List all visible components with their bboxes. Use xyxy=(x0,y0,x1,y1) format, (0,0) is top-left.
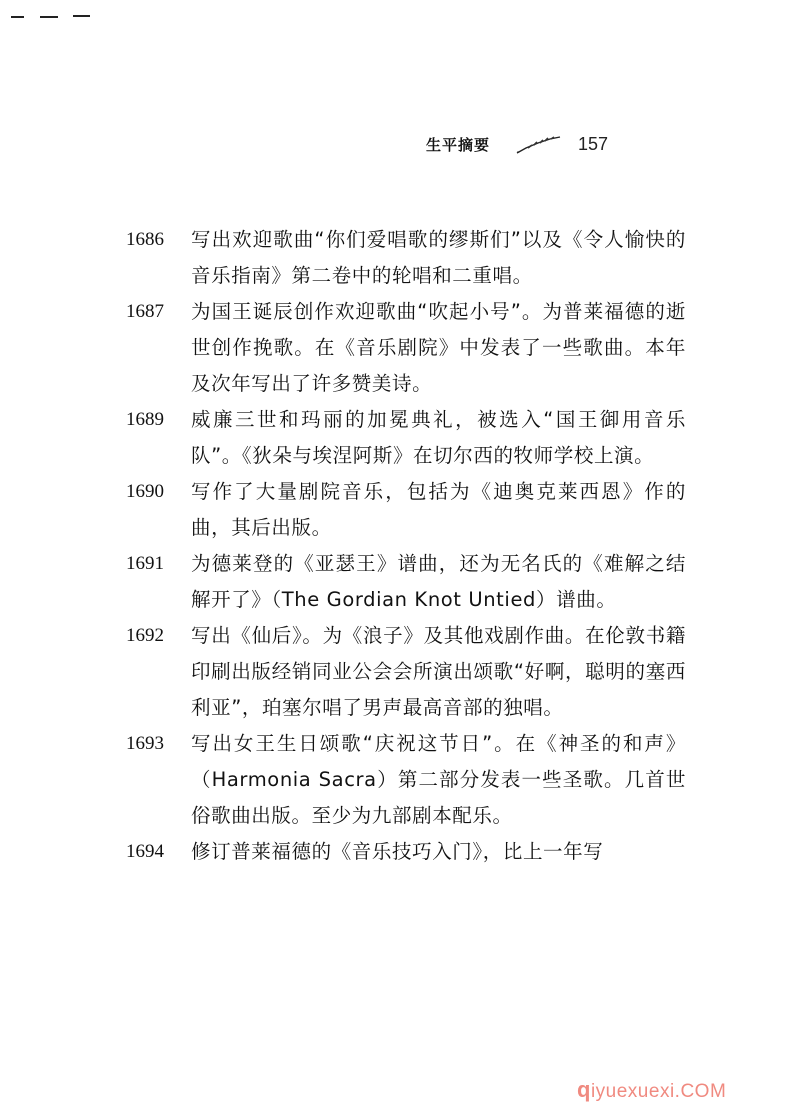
entry-year: 1693 xyxy=(126,733,164,754)
entry-text: 为国王诞辰创作欢迎歌曲“吹起小号”。为普莱福德的逝世创作挽歌。在《音乐剧院》中发表了一些歌曲。本年及次年写出了许多赞美诗。 xyxy=(191,300,686,395)
chronology-entry xyxy=(0,726,794,834)
watermark-logo-letter: q xyxy=(577,1077,591,1102)
chronology-list xyxy=(0,222,794,870)
top-dash-3 xyxy=(73,15,90,17)
chronology-entry xyxy=(0,834,794,870)
entry-year: 1694 xyxy=(126,841,164,862)
entry-year: 1689 xyxy=(126,409,164,430)
entry-text: 写出《仙后》。为《浪子》及其他戏剧作曲。在伦敦书籍印刷出版经销同业公会会所演出颂歌“好啊，聪明的塞西利亚”，珀塞尔唱了男声最高音部的独唱。 xyxy=(191,624,686,719)
top-dash-2 xyxy=(40,16,58,18)
chronology-entry xyxy=(0,222,794,294)
watermark-text: iyuexuexi.COM xyxy=(590,1081,727,1102)
entry-year: 1692 xyxy=(126,625,164,646)
entry-year: 1690 xyxy=(126,481,164,502)
entry-year: 1686 xyxy=(126,229,164,250)
chronology-entry xyxy=(0,546,794,618)
chapter-title: 生平摘要 xyxy=(426,136,491,154)
chronology-entry xyxy=(0,402,794,474)
entry-text: 写出女王生日颂歌“庆祝这节日”。在《神圣的和声》（Harmonia Sacra）第二部分发表一些圣歌。几首世俗歌曲出版。至少为九部剧本配乐。 xyxy=(191,732,686,827)
chronology-entry xyxy=(0,294,794,402)
running-header xyxy=(426,134,608,155)
entry-text: 写作了大量剧院音乐，包括为《迪奥克莱西恩》作的曲，其后出版。 xyxy=(191,480,686,539)
chronology-entry xyxy=(0,474,794,546)
entry-text: 威廉三世和玛丽的加冕典礼，被选入“国王御用音乐队”。《狄朵与埃涅阿斯》在切尔西的牧师学校上演。 xyxy=(191,408,686,467)
entry-text: 修订普莱福德的《音乐技巧入门》，比上一年写 xyxy=(191,840,604,863)
entry-year: 1687 xyxy=(126,301,164,322)
chronology-entry xyxy=(0,618,794,726)
entry-text: 为德莱登的《亚瑟王》谱曲，还为无名氏的《难解之结解开了》（The Gordian Knot Untied）谱曲。 xyxy=(191,552,686,611)
entry-text: 写出欢迎歌曲“你们爱唱歌的缪斯们”以及《令人愉快的音乐指南》第二卷中的轮唱和二重唱。 xyxy=(191,228,686,287)
entry-year: 1691 xyxy=(126,553,164,574)
top-dash-1 xyxy=(11,16,24,18)
site-watermark xyxy=(577,1077,726,1103)
page-number: 157 xyxy=(578,134,609,154)
quill-icon xyxy=(516,136,562,154)
